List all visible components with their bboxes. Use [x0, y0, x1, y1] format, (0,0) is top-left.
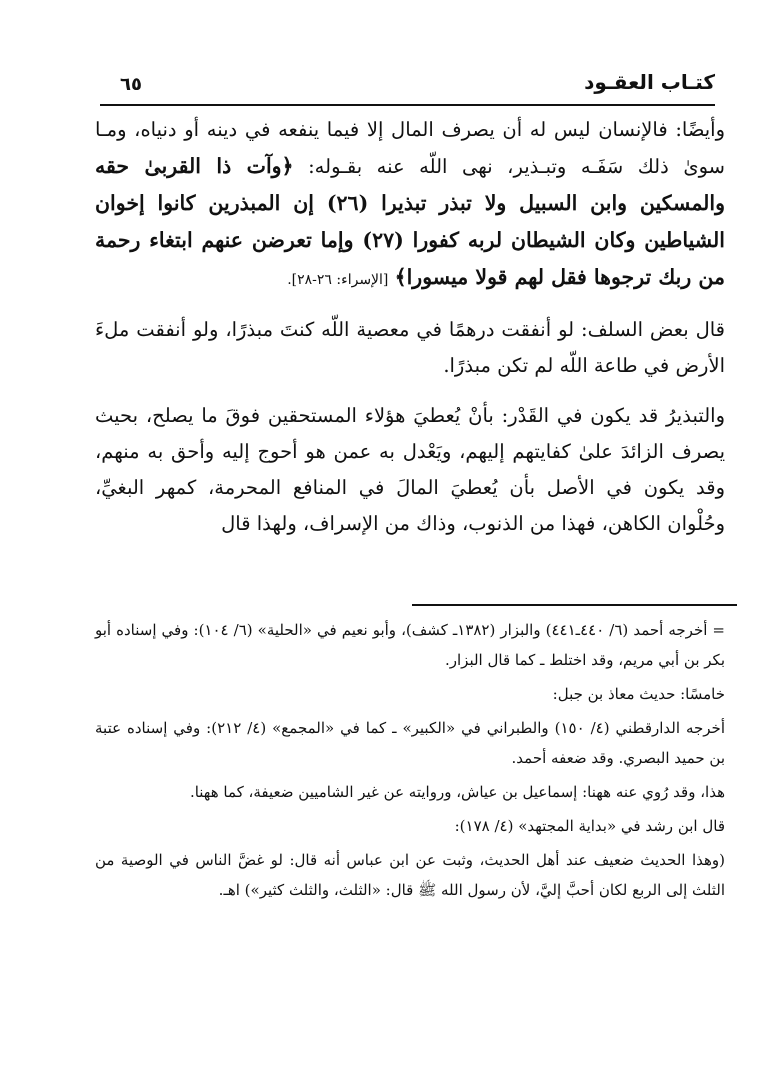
paragraph-3: والتبذيرُ قد يكون في القَدْر: بأنْ يُعطيَ هؤلاء المستحقين فوقَ ما يصلح، بحيث يصرف الزائدَ علىٰ كفايتهم إليهم، ويَعْدل به عمن هو أحوج إليه وأحق به منهم، وقد يكون في الأصل بأن يُعطيَ المالَ في المنافع المحرمة، كمهر البغيِّ، وحُلْوان الكاهن، فهذا من الذنوب، وذاك من الإسراف، ولهذا قال [95, 404, 725, 535]
footnote-line: قال ابن رشد في «بداية المجتهد» (٤/ ١٧٨): [454, 817, 725, 835]
running-title: كتـاب العقـود [584, 70, 715, 94]
footnote-line: خامسًا: حديث معاذ بن جبل: [552, 685, 725, 703]
paragraph-1-intro: وأيضًا: فالإنسان ليس له أن يصرف المال إلا فيما ينفعه في دينه أو دنياه، ومـا سوىٰ ذلك سَفَـه وتبـذير، نهى اللّه عنه بقـوله: [95, 118, 725, 178]
footnote-line: = أخرجه أحمد (٦/ ٤٤٠ـ٤٤١) والبزار (١٣٨٢ـ كشف)، وأبو نعيم في «الحلية» (٦/ ١٠٤): وفي إسناده أبو بكر بن أبي مريم، وقد اختلط ـ كما قال البزار. [95, 621, 725, 669]
footnote-separator [412, 604, 737, 606]
page-header [100, 70, 715, 104]
verse-citation: [الإسراء: ٢٦-٢٨]. [287, 272, 389, 288]
header-rule [100, 104, 715, 106]
quran-verse: ﴿وآت ذا القربىٰ حقه والمسكين وابن السبيل ولا تبذر تبذيرا (٢٦) إن المبذرين كانوا إخوان الشياطين وكان الشيطان لربه كفورا (٢٧) وإما تعرضن عنهم ابتغاء رحمة من ربك ترجوها فقل لهم قولا ميسورا﴾ [95, 154, 726, 289]
footnote-line: هذا، وقد رُوي عنه ههنا: إسماعيل بن عياش، وروايته عن غير الشاميين ضعيفة، كما ههنا. [189, 783, 725, 801]
paragraph-2: قال بعض السلف: لو أنفقت درهمًا في معصية اللّه كنتَ مبذرًا، ولو أنفقت ملءَ الأرض في طاعة اللّه لم تكن مبذرًا. [95, 318, 725, 377]
page-number: ٦٥ [120, 74, 142, 95]
main-text [95, 112, 725, 542]
footnotes [95, 615, 725, 905]
footnote-line: (وهذا الحديث ضعيف عند أهل الحديث، وثبت عن ابن عباس أنه قال: لو غضَّ الناس في الوصية من الثلث إلى الربع لكان أحبَّ إليَّ، لأن رسول الله ﷺ قال: «الثلث، والثلث كثير») اهـ. [95, 851, 725, 899]
footnote-line: أخرجه الدارقطني (٤/ ١٥٠) والطبراني في «الكبير» ـ كما في «المجمع» (٤/ ٢١٢): وفي إسناده عتبة بن حميد البصري. وقد ضعفه أحمد. [95, 719, 725, 767]
paragraph-1 [95, 112, 725, 298]
